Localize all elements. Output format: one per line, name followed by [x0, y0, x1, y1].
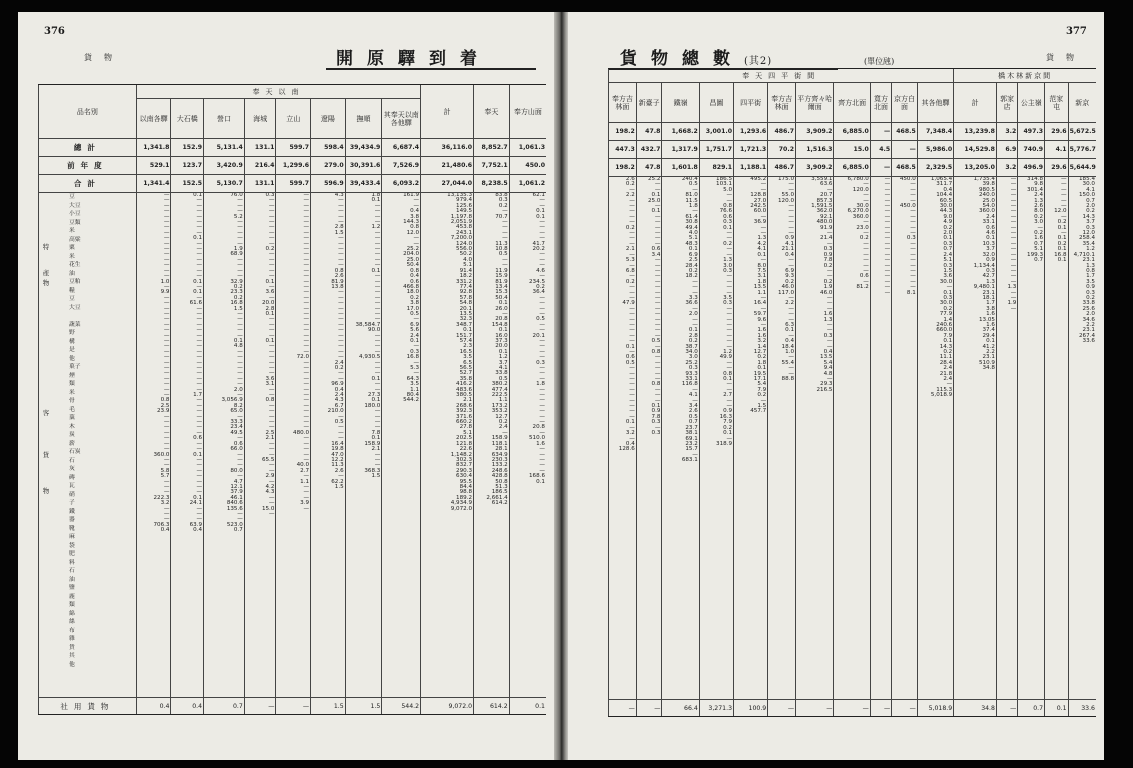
side-label: 客	[42, 409, 50, 417]
cell: —	[796, 700, 834, 717]
cell: 198.2	[609, 123, 637, 141]
title-rule	[326, 68, 536, 70]
cell: 21,480.6	[421, 157, 474, 175]
header-cell: 公主嶺	[1018, 83, 1045, 123]
header-cell: 平方齊々哈爾面	[796, 83, 834, 123]
header-cell: 新京	[1068, 83, 1096, 123]
header-cell: 撫順	[345, 99, 382, 139]
cell: 6.9	[996, 141, 1017, 159]
header-cell: 鐵嶺	[662, 83, 699, 123]
cell: —	[609, 700, 637, 717]
cell: 100.9	[734, 700, 768, 717]
cell: 5,644.9	[1068, 159, 1096, 177]
cell: 5,672.5	[1068, 123, 1096, 141]
cell: —	[892, 700, 918, 717]
cell: 1,317.9	[662, 141, 699, 159]
cell: 131.1	[244, 139, 276, 157]
cell: 66.4	[662, 700, 699, 717]
cell: 6,885.0	[834, 123, 870, 141]
item-labels: 豆 大豆 小豆 豆類 米 高粱 粟 米 花生 油 豆粕 糧 豆 大豆 蔬菜 野 構 是 他 菓子 煙 類 米 骨 毛 藁 木 炭 薪 石炭 石 灰 磚 瓦 硝 子 鐵 器 靴 麻 袋 肥 料 石 油 鹽 鹿 類 綿 絲 布 雜 貨 其 他	[69, 194, 81, 668]
header-cell: 寬方北面	[870, 83, 891, 123]
cell: 614.2	[474, 698, 510, 715]
cell: 468.5	[892, 159, 918, 177]
header-cell: 昌圖	[699, 83, 733, 123]
cell: 3,909.2	[796, 123, 834, 141]
detail-column: 6,780.0 — 120.0 — — 30.0 6,270.0 360.0 — 23.0 — 0.2 — — — — — — 0.6 — 81.2	[847, 176, 869, 291]
page-number: 377	[1066, 26, 1087, 37]
prev-year-row	[39, 157, 547, 175]
cell: 152.9	[171, 139, 204, 157]
detail-column: 495.2 — — 128.8 27.0 242.5 60.0 — 36.9 — — 1.3 4.2 4.1 0.1 — 8.0 7.5 3.1 1.8 13.5 1.1 — 16.4 — 59.7 9.6 — 1.6 1.6 3.2 1.4 12.7 0.2 1.8 0.1 19.5 17.1 5.4 7.9 0.2 — 1.5 457.7	[750, 176, 767, 415]
side-label: 物	[42, 279, 50, 287]
header-cell: 奉方吉林面	[609, 83, 637, 123]
running-header: 貨 物	[1046, 53, 1076, 62]
cell: 1.5	[345, 698, 382, 715]
book-spread	[18, 12, 1116, 760]
header-cell: 大石橋	[171, 99, 204, 139]
header-cell: 其各他驛	[917, 83, 953, 123]
cell: 3.2	[996, 159, 1017, 177]
cell: —	[870, 159, 891, 177]
side-label: 物	[42, 487, 50, 495]
cell: 30,391.6	[345, 157, 382, 175]
cell: 6,093.2	[382, 175, 421, 193]
cell: 47.8	[636, 123, 662, 141]
cell: 39,433.4	[345, 175, 382, 193]
detail-column: 2.6 0.2 — 2.2 — — — — — 0.2 — — — 2.1 — 5.3 — 6.8 — 0.2 — — — 47.9 — — — — — — — 0.1 — 0.6 0.5 — — — — — — — — — — 0.1 — 3.2 — 0.4 128.6	[618, 176, 635, 453]
detail-column: 314.8 9.8 301.4 2.4 1.3 2.6 8.0 0.2 3.0 — 0.2 1.6 0.7 5.1 199.3 0.7	[1027, 176, 1044, 264]
header-cell: 范家屯	[1045, 83, 1069, 123]
cell: —	[276, 698, 311, 715]
cell: 468.5	[892, 123, 918, 141]
cell: 39,434.9	[345, 139, 382, 157]
cell: 4.1	[1045, 141, 1069, 159]
page-title	[620, 44, 772, 69]
detail-block	[609, 177, 1097, 700]
cell: —	[870, 700, 891, 717]
header-cell: 計	[421, 85, 474, 139]
cell: 6,687.4	[382, 139, 421, 157]
cell: —	[768, 700, 796, 717]
cell: 0.1	[509, 698, 546, 715]
detail-column: 1,735.4 39.8 980.5 240.0 25.0 54.0 360.0 2.4 33.1 0.6 4.6 0.1 10.3 3.7 32.0 0.9 1,134.4 0.3 42.7 1.3 9,480.1 23.1 18.1 1.7 3.8 1.6 13.05 1.6 37.4 29.4 0.1 41.2 2.2 23.1 510.9 34.8	[973, 176, 995, 372]
side-label: 貨	[42, 451, 50, 459]
cell: 7,348.4	[917, 123, 953, 141]
cell: —	[244, 698, 276, 715]
page-title: 開原驛到着	[336, 49, 491, 69]
detail-column: 4.3 — — — — — 2.8 1.5 — — — — — — 0.8 2.6 81.9 13.8 — — — — — — — — — — — — — 2.4 0.2 — — 96.9 0.4 2.4 4.3 6.7 210.0 — 0.5 — — — 16.4 19.8 47.0 12.2 11.3 2.6 — 62.2 1.5	[327, 192, 344, 490]
cell: 1,516.3	[796, 141, 834, 159]
detail-column: — — — — — — 12.0 — 0.2 0.1 — 0.1 0.2 0.1 16.8 0.1	[1054, 176, 1067, 264]
header-cell: 新臺子	[636, 83, 662, 123]
header-cell: 齊方北面	[834, 83, 870, 123]
cell: 486.7	[768, 123, 796, 141]
cell: 5,776.7	[1068, 141, 1096, 159]
cell: 1,061.2	[509, 175, 546, 193]
header-cell: 奉方山面	[509, 85, 546, 139]
cell: 7,752.1	[474, 157, 510, 175]
cell: 5,131.4	[204, 139, 245, 157]
cell: 1,341.4	[136, 175, 171, 193]
cell: 34.8	[954, 700, 997, 717]
cell: 123.7	[171, 157, 204, 175]
total-row	[39, 139, 547, 157]
cell: 198.2	[609, 159, 637, 177]
cell: 29.6	[1045, 123, 1069, 141]
row-label: 總計	[39, 139, 137, 157]
detail-column: 83.8 0.3 0.2 — 70.7 — — — — 11.3 10.8 0.5 — — 11.9 15.9 81.9 13.4 15.3 50.4 0.1 26.0 — 20.8 154.8 0.1 16.0 37.3 20.0 0.1 1.2 3.7 4.1 33.8 0.5 380.2 477.4 222.5 1.1 173.2 353.2 12.7 0.2 2.4 — 158.9 118.1 28.1 634.9 230.3 133.2 248.6 428.8 50.8 51.3 186.5 2,661.4 614.2	[486, 192, 508, 507]
detail-column: — — — — — — — — — — — — — — — — 1.0 — 9.9 — — — — — — — — — — — — — — — — — — — 0.8 2.5 23.9 — — — — — — — 360.0 — — 5.8 5.7 — — — 222.3 3.2 — — — 706.3 0.4	[153, 192, 170, 534]
unit-label: (單位瓲)	[864, 57, 895, 66]
company-goods-row	[609, 700, 1097, 717]
title-text: 貨物總數	[620, 49, 744, 69]
cell: 4.5	[870, 141, 891, 159]
header-cell: 營口	[204, 99, 245, 139]
cell: 486.7	[768, 159, 796, 177]
detail-column: 76.0 — — — 5.2 — — — — — 1.9 68.9 — — — — 32.9 0.2 23.3 0.2 16.8 1.5 — — — — — 0.1 4.8 — — — — — — — 2.0 — 3,056.9 8.2 65.0 — 33.3 23.4 49.5 — 0.6 66.0 — — — 80.0 — 4.7 12.1 37.9 46.1 840.6 135.6 — — 523.0 0.7	[221, 192, 243, 534]
detail-column: 25.2 — — 0.1 25.0 — 0.1 — — — — — — 0.6 3.4 — — — — — — — — — — — — — — — 0.5 — 0.8 — — — — — 0.8 — — — 0.1 0.9 7.8 0.3 — 0.3	[647, 176, 661, 437]
cell: 599.7	[276, 139, 311, 157]
cell: 598.4	[311, 139, 346, 157]
detail-column: 62.1 — — 0.1 0.1 — — — — 41.7 20.2 — — — 4.6 — 234.5 0.2 36.4 — — — — 0.5 — — 20.1 — — — — 0.3 — — — 1.8 — — — — — — — 20.8 — 510.0 1.6 — — — — — 168.6 0.1	[528, 192, 545, 485]
header-cell: 奉方吉林面	[768, 83, 796, 123]
right-table	[608, 68, 1096, 717]
cell: 3.2	[996, 123, 1017, 141]
detail-column: — — — — — — — — — — — — — — — — — — — — 1.3 — — 1.9 —	[1007, 176, 1017, 312]
group-header: 橋木林新京間	[954, 69, 1096, 83]
cell: 599.7	[276, 175, 311, 193]
cell: 1,751.7	[699, 141, 733, 159]
detail-column: 240.4 0.5 — 81.0 11.5 1.8 — 61.4 30.8 49.4 4.0 5.1 48.3 0.1 6.9 2.5 28.4 0.2 18.2 — — — 3.3 36.6 — 2.0 — — 0.1 2.8 0.2 38.7 34.0 3.0 25.2 0.3 93.3 33.1 116.8 — 4.1 — 3.4 2.6 0.5 0.7 23.7 38.1 69.1 23.2 15.7 — 683.1	[681, 176, 698, 464]
sum-row	[39, 175, 547, 193]
side-label: 特	[42, 243, 50, 251]
header-cell: 立山	[276, 99, 311, 139]
cell: 131.1	[244, 175, 276, 193]
cell: 7,526.9	[382, 157, 421, 175]
prev-year-row	[609, 141, 1097, 159]
detail-block	[39, 193, 547, 698]
sum-row	[609, 159, 1097, 177]
cell: 0.1	[1045, 700, 1069, 717]
group-header: 奉天以南	[136, 85, 420, 99]
cell: 3,909.2	[796, 159, 834, 177]
cell: 740.9	[1018, 141, 1045, 159]
cell: 1.5	[311, 698, 346, 715]
header-cell: 海城	[244, 99, 276, 139]
cell: 496.9	[1018, 159, 1045, 177]
cell: 8,238.5	[474, 175, 510, 193]
header-cell: 京方白面	[892, 83, 918, 123]
detail-column: 185.4 30.0 4.1 150.0 0.7 2.0 0.2 14.3 3.7 0.3 12.0 258.4 35.4 1.2 4,710.1 23.1 1.3 0.8 1.7 3.5 0.9 0.3 0.2 33.8 25.6 2.0 34.6 2.2 23.1 267.4 33.6	[1073, 176, 1095, 345]
detail-column: 0.3 — — — — — — — — — 0.2 — — — — — 0.1 — 3.6 — 20.0 2.8 0.1 — — — — 0.1 — — — — — — 3.6 3.1 — — 0.8 — — — — — 2.5 2.1 — — — 65.5 — — 2.9 — 4.2 4.3 — — 15.0 —	[261, 192, 275, 517]
cell: 152.5	[171, 175, 204, 193]
cell: 5,130.7	[204, 175, 245, 193]
row-label: 合計	[39, 175, 137, 193]
cell: 33.6	[1068, 700, 1096, 717]
cell: 596.9	[311, 175, 346, 193]
detail-column: 450.0 — — — — 450.0 — — — — — 0.3 — — — — — — — — — 8.1	[899, 176, 916, 296]
cell: 6,885.0	[834, 159, 870, 177]
cell: 3,271.3	[699, 700, 733, 717]
cell: 1,188.1	[734, 159, 768, 177]
cell: 544.2	[382, 698, 421, 715]
right-page	[568, 12, 1104, 760]
cell: 70.2	[768, 141, 796, 159]
cell: 27,044.0	[421, 175, 474, 193]
left-page	[18, 12, 554, 760]
cell: 497.3	[1018, 123, 1045, 141]
header-cell: 奉天	[474, 85, 510, 139]
cell: 1,668.2	[662, 123, 699, 141]
cell: 9,072.0	[421, 698, 474, 715]
detail-column: 1,065.4 311.7 0.4 104.4 60.5 30.0 44.3 9.0 4.9 0.2 2.0 0.1 0.3 0.7 2.4 5.1 0.3 1.5 3.6 30.0 — 0.1 0.3 30.0 0.2 77.9 1.4 240.6 660.0 7.9 0.1 14.3 0.2 11.1 28.4 2.4 21.8 2.4 — 115.3 5,018.9	[930, 176, 953, 399]
cell: 29.6	[1045, 159, 1069, 177]
cell: 47.8	[636, 159, 662, 177]
cell: —	[870, 123, 891, 141]
cell: —	[996, 700, 1017, 717]
cell: 1,299.6	[276, 157, 311, 175]
cell: 3,001.0	[699, 123, 733, 141]
cell: 13,239.8	[954, 123, 997, 141]
cell: 3,420.9	[204, 157, 245, 175]
header-cell: 計	[954, 83, 997, 123]
cell: 2,329.5	[917, 159, 953, 177]
book-gutter	[554, 12, 568, 760]
cell: 1,341.8	[136, 139, 171, 157]
running-header: 貨 物	[84, 53, 114, 62]
detail-column: 1.8 0.1 — — — — 1.2 — — — — — — — 0.1 — — — — — — — — — 38,584.7 90.0 — — — — 4,930.5 — — — 0.1 — — 27.3 0.1 180.0 — — — — 7.8 0.1 158.9 2.1 — — — 368.3 1.5	[355, 192, 381, 480]
left-table	[38, 84, 546, 715]
cell: 1,721.3	[734, 141, 768, 159]
cell: 450.0	[509, 157, 546, 175]
cell: 829.1	[699, 159, 733, 177]
cell: 432.7	[636, 141, 662, 159]
cell: 5,986.0	[917, 141, 953, 159]
header-cell: 以南各驛	[136, 99, 171, 139]
cell: 5,018.9	[917, 700, 953, 717]
cell: 1,061.3	[509, 139, 546, 157]
cell: 8,852.7	[474, 139, 510, 157]
cell: 0.4	[136, 698, 171, 715]
cell: 216.4	[244, 157, 276, 175]
cell: 529.1	[136, 157, 171, 175]
header-cell: 品名別	[39, 85, 137, 139]
group-header: 奉天四平街間	[609, 69, 954, 83]
header-cell: 遼陽	[311, 99, 346, 139]
cell: —	[834, 700, 870, 717]
cell: 1,601.8	[662, 159, 699, 177]
cell: 14,529.8	[954, 141, 997, 159]
detail-column: 3,559.1 63.6 — 20.7 857.3 1,591.5 362.0 92.1 480.0 91.9 — 21.4 — 0.3 0.9 7.8 0.2 — — 0.2 1.9 46.0 — — — 1.6 1.3 — — 0.3 — — 0.4 13.5 5.4 9.4 4.8 — 29.3 216.5	[811, 176, 833, 393]
detail-column: 186.5 103.1 5.0 — — 0.8 76.6 0.6 0.3 0.1 — — 0.2 — — 1.3 3.0 0.3 — — — — 3.5 0.3 — — — — — — — — 1.2 49.9 — — 0.8 0.1 — — 2.7 — — 0.9 16.3 7.9 0.2 0.1 — 318.9	[716, 176, 733, 447]
total-row	[609, 123, 1097, 141]
detail-column: 0.1 — — — — — — — 0.1 — — — — — — — 0.1 — 0.1 — 61.6 — — — — — — — — — — — — — — — — 1.7 — — — — — — — 0.6 — — 0.1 — — — — — — — 0.1 24.1 — — — 63.9 0.4	[189, 192, 203, 534]
side-label: 產	[42, 269, 50, 277]
cell: —	[636, 700, 662, 717]
title-part: (其2)	[744, 56, 773, 67]
header-cell: 四平街	[734, 83, 768, 123]
company-goods-row	[39, 698, 547, 715]
row-label: 前年度	[39, 157, 137, 175]
detail-column: 175.0 — — 55.0 120.0 — — — — — — 0.9 4.1 21.1 0.4 — — 6.9 9.3 0.2 46.0 117.0 — 2.2 — — — 6.3 0.1 — 0.4 18.4 1.0 — 55.4 — — 88.8	[778, 176, 795, 383]
cell: 1,293.6	[734, 123, 768, 141]
page-number: 376	[44, 26, 65, 37]
cell: 15.0	[834, 141, 870, 159]
cell: 0.4	[171, 698, 204, 715]
detail-column: 13,135.3 979.4 125.6 149.5 1,197.8 2,051.9 453.8 243.1 7,200.0 124.0 556.0 50.2 4.0 5.1 91.4 18.2 331.2 77.4 92.8 57.8 54.8 20.1 13.5 32.3 348.7 0.1 151.7 57.4 2.3 16.5 3.5 6.5 56.5 52.7 35.8 416.2 483.6 380.5 2.1 268.6 392.3 371.6 660.2 27.8 5.1 202.5 121.8 22.6 1,148.2 302.3 832.7 290.3 630.4 95.5 84.4 98.8 189.2 4,934.9 9,072.0	[447, 192, 473, 512]
cell: 447.3	[609, 141, 637, 159]
row-label: 社用貨物	[39, 698, 137, 715]
cell: 13,205.0	[954, 159, 997, 177]
detail-column: 161.9 — — 0.4 3.8 144.3 0.8 12.0 — — 25.2 204.0 25.0 50.4 0.8 0.4 0.6 466.8 18.0 0.2 3.8 17.0 0.5 — 6.9 5.6 2.4 0.1 — 0.3 16.8 — 5.3 — 64.3 3.5 1.1 80.4 544.2	[403, 192, 420, 404]
cell: 36,116.0	[421, 139, 474, 157]
header-cell: 其奉天以南各他驛	[382, 99, 421, 139]
cell: 279.0	[311, 157, 346, 175]
header-cell: 郭家店	[996, 83, 1017, 123]
detail-column: — — — — — — — — — — — — — — — — — — — — — — — — — — — — — — 72.0 — — — — — — — — — — — — — 480.0 — — — — — 40.0 2.7 — 1.1 — — — 3.9 —	[293, 192, 310, 512]
cell: 0.7	[1018, 700, 1045, 717]
cell: 0.7	[204, 698, 245, 715]
cell: —	[892, 141, 918, 159]
detail-column: — — — — — — — — — — — — — — — — — — — — — —	[884, 176, 891, 296]
